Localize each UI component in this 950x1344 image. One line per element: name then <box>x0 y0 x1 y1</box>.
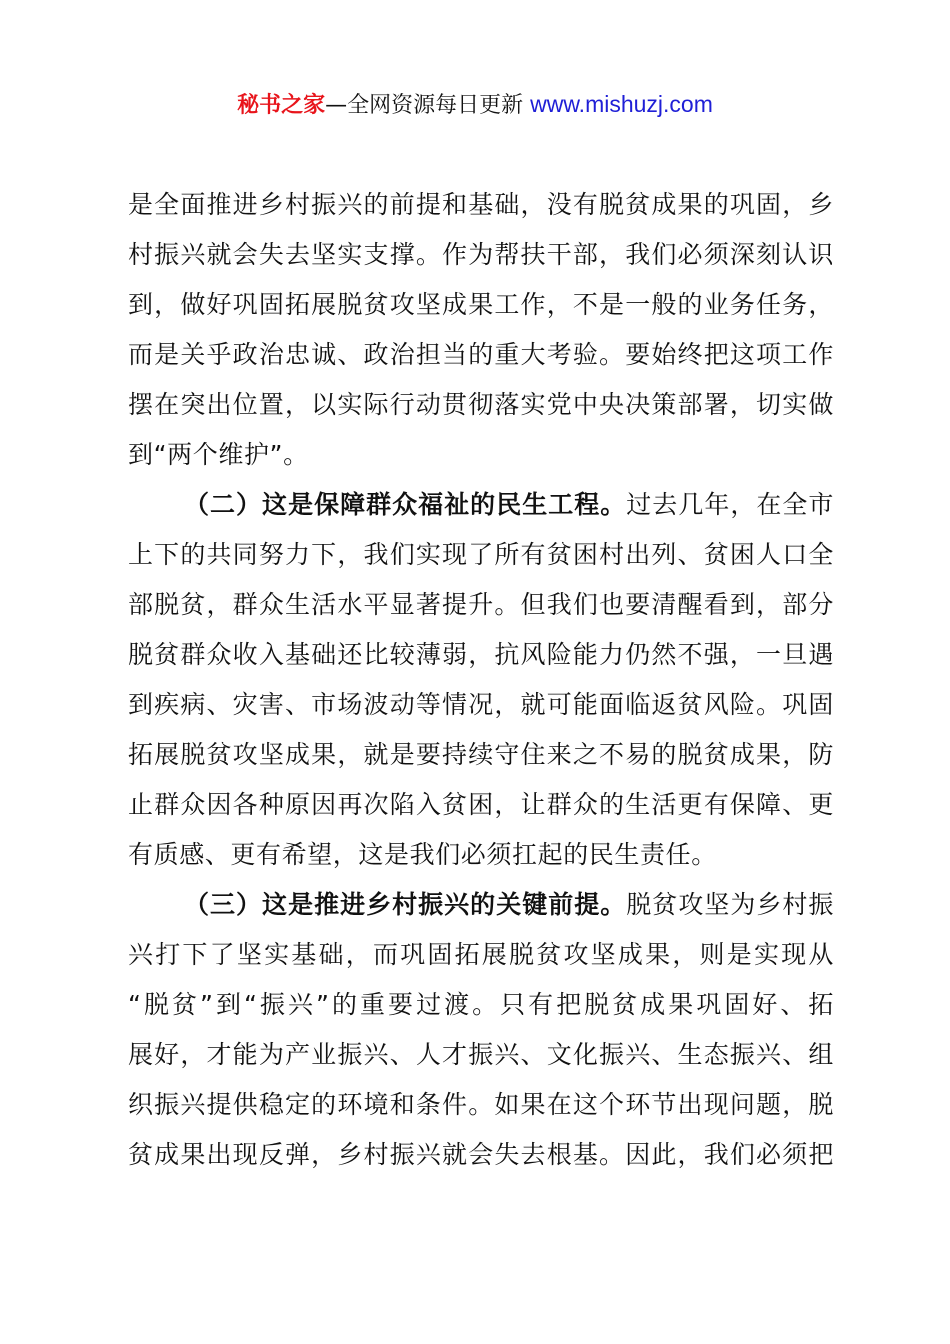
text-line: 脱贫群众收入基础还比较薄弱，抗风险能力仍然不强，一旦遇 <box>128 640 834 669</box>
site-url-link[interactable]: www.mishuzj.com <box>530 91 713 117</box>
text-line: 村振兴就会失去坚实支撑。作为帮扶干部，我们必须深刻认识 <box>128 240 834 269</box>
text-line: 到疾病、灾害、市场波动等情况，就可能面临返贫风险。巩固 <box>128 690 834 719</box>
paragraph-heading-line <box>128 880 834 930</box>
text-line: “脱贫”到“振兴”的重要过渡。只有把脱贫成果巩固好、拓 <box>128 990 834 1019</box>
text-line: 拓展脱贫攻坚成果，就是要持续守住来之不易的脱贫成果，防 <box>128 740 834 769</box>
header-tagline: —全网资源每日更新 <box>325 93 531 118</box>
text-line: 摆在突出位置，以实际行动贯彻落实党中央决策部署，切实做 <box>128 390 834 419</box>
text-line: 贫成果出现反弹，乡村振兴就会失去根基。因此，我们必须把 <box>128 1140 834 1169</box>
text-line: 上下的共同努力下，我们实现了所有贫困村出列、贫困人口全 <box>128 540 834 569</box>
site-header <box>0 88 950 122</box>
brand-name: 秘书之家 <box>237 93 326 118</box>
text-run: 过去几年，在全市 <box>626 490 834 519</box>
text-line: 展好，才能为产业振兴、人才振兴、文化振兴、生态振兴、组 <box>128 1040 834 1069</box>
section-heading-2: （二）这是保障群众福祉的民生工程。 <box>184 490 627 519</box>
text-line: 织振兴提供稳定的环境和条件。如果在这个环节出现问题，脱 <box>128 1090 834 1119</box>
section-heading-3: （三）这是推进乡村振兴的关键前提。 <box>184 890 627 919</box>
text-line: 兴打下了坚实基础，而巩固拓展脱贫攻坚成果，则是实现从 <box>128 940 834 969</box>
text-line: 到“两个维护”。 <box>128 440 309 469</box>
text-line: 部脱贫，群众生活水平显著提升。但我们也要清醒看到，部分 <box>128 590 834 619</box>
text-line: 是全面推进乡村振兴的前提和基础，没有脱贫成果的巩固，乡 <box>128 190 834 219</box>
text-line: 到，做好巩固拓展脱贫攻坚成果工作，不是一般的业务任务， <box>128 290 834 319</box>
paragraph-heading-line <box>128 480 834 530</box>
text-line: 有质感、更有希望，这是我们必须扛起的民生责任。 <box>128 840 717 869</box>
document-body <box>128 180 834 1180</box>
text-run: 脱贫攻坚为乡村振 <box>626 890 834 919</box>
text-line: 止群众因各种原因再次陷入贫困，让群众的生活更有保障、更 <box>128 790 834 819</box>
text-line: 而是关乎政治忠诚、政治担当的重大考验。要始终把这项工作 <box>128 340 834 369</box>
